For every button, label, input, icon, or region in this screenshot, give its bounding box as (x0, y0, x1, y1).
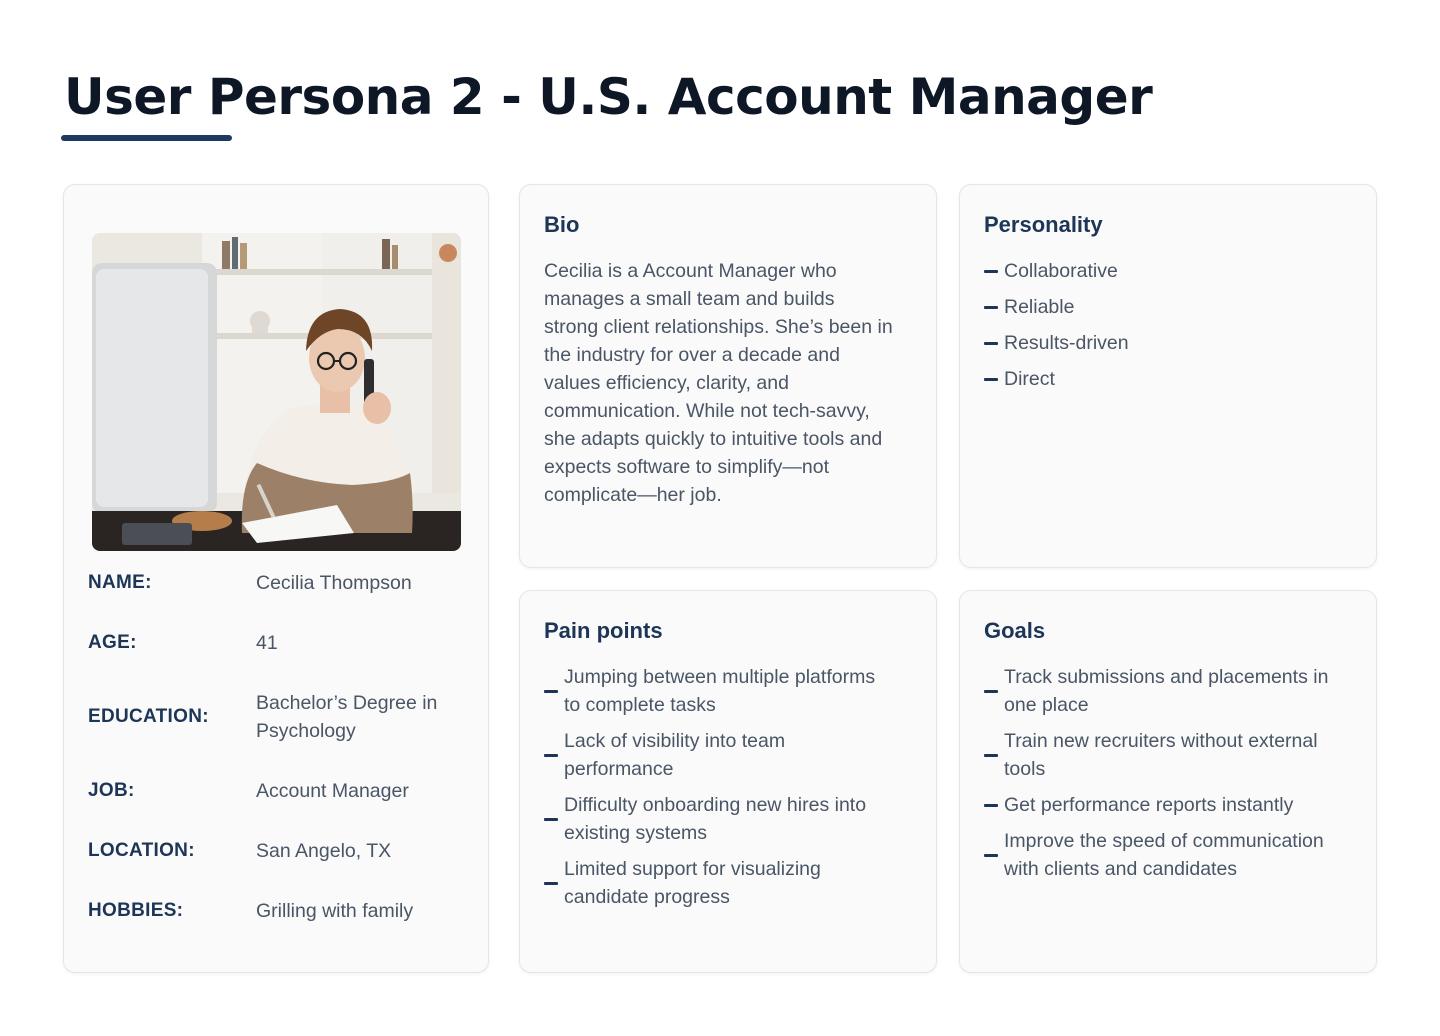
field-value: Grilling with family (256, 900, 414, 922)
field-value: Cecilia Thompson (256, 572, 412, 594)
field-label: JOB: (88, 780, 135, 801)
pain-points-card (519, 590, 937, 973)
field-label: LOCATION: (88, 840, 195, 861)
dash-bullet-icon (984, 378, 998, 381)
field-value: 41 (256, 632, 278, 654)
goals-heading: Goals (984, 618, 1046, 643)
list-item: Train new recruiters without external tools (984, 727, 1356, 783)
goals-card (959, 590, 1377, 973)
list-item: Lack of visibility into team performance (544, 727, 884, 783)
list-item: Reliable (984, 293, 1356, 321)
personality-card (959, 184, 1377, 568)
bio-heading: Bio (544, 212, 580, 237)
dash-bullet-icon (544, 882, 558, 885)
list-item: Collaborative (984, 257, 1356, 285)
field-label: NAME: (88, 572, 152, 593)
list-item: Improve the speed of communication with clients and candidates (984, 827, 1356, 883)
dash-bullet-icon (984, 270, 998, 273)
pain-points-heading: Pain points (544, 618, 663, 643)
dash-bullet-icon (544, 818, 558, 821)
list-item: Results-driven (984, 329, 1356, 357)
dash-bullet-icon (984, 306, 998, 309)
personality-heading: Personality (984, 212, 1103, 237)
bio-card (519, 184, 937, 568)
field-label: EDUCATION: (88, 706, 209, 727)
pain-points-list (544, 663, 884, 919)
field-value: Account Manager (256, 780, 409, 802)
goals-list (984, 663, 1356, 891)
list-item: Get performance reports instantly (984, 791, 1356, 819)
dash-bullet-icon (984, 804, 998, 807)
bio-text: Cecilia is a Account Manager who manages a small team and builds strong client relationships. She’s been in the industry for over a decade and values efficiency, clarity, and communication. While not tech-savvy, she adapts quickly to intuitive tools and expects software to simplify—not complicate—her job. (544, 260, 893, 506)
dash-bullet-icon (984, 342, 998, 345)
dash-bullet-icon (984, 754, 998, 757)
personality-list (984, 257, 1356, 401)
field-value: Bachelor’s Degree in Psychology (256, 692, 438, 742)
field-label: HOBBIES: (88, 900, 184, 921)
field-label: AGE: (88, 632, 137, 653)
profile-card (63, 184, 489, 973)
list-item: Track submissions and placements in one place (984, 663, 1356, 719)
list-item: Difficulty onboarding new hires into existing systems (544, 791, 884, 847)
dash-bullet-icon (544, 754, 558, 757)
persona-photo-illustration (92, 233, 461, 551)
list-item: Direct (984, 365, 1356, 393)
page-title: User Persona 2 - U.S. Account Manager (64, 68, 1153, 126)
dash-bullet-icon (984, 854, 998, 857)
persona-photo (92, 233, 461, 551)
list-item: Jumping between multiple platforms to complete tasks (544, 663, 884, 719)
dash-bullet-icon (984, 690, 998, 693)
list-item: Limited support for visualizing candidate progress (544, 855, 884, 911)
title-underline (61, 135, 232, 141)
field-value: San Angelo, TX (256, 840, 392, 862)
dash-bullet-icon (544, 690, 558, 693)
